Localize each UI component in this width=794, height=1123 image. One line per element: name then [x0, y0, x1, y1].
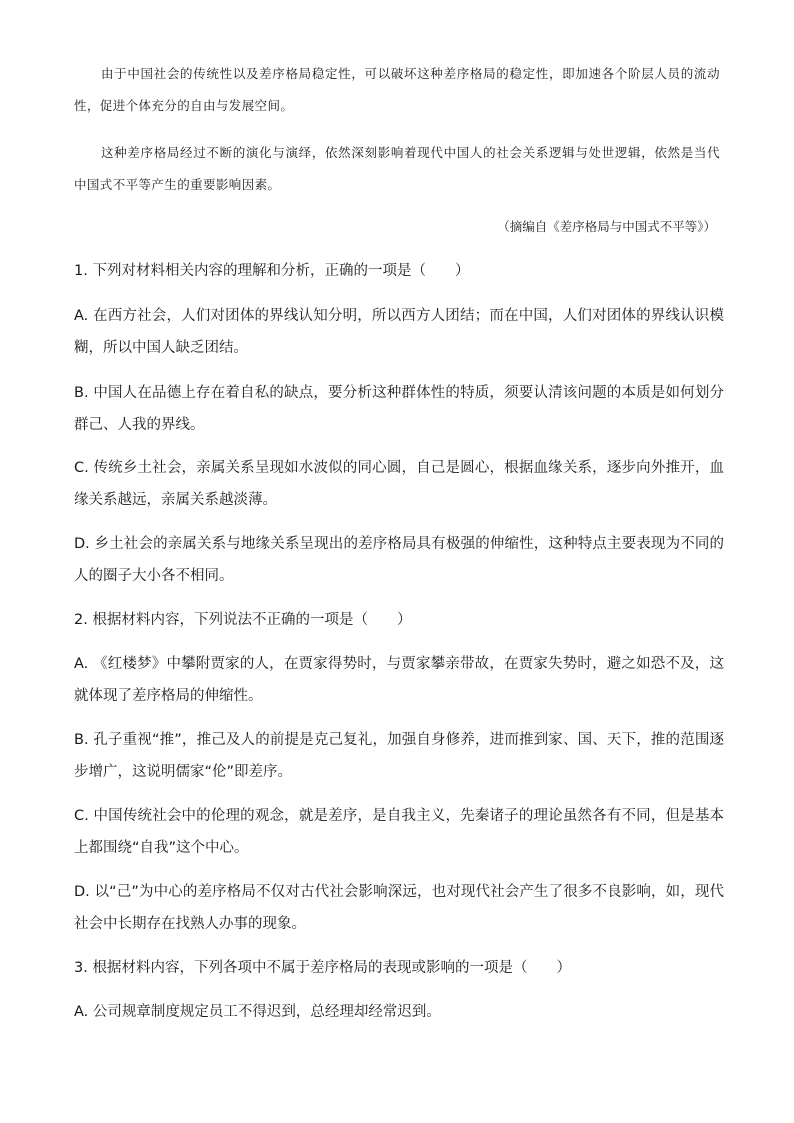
question-2-option-b: B. 孔子重视“推”，推己及人的前提是克己复礼，加强自身修养，进而推到家、国、天下，推的范围逐步增广，这说明儒家“伦”即差序。 [74, 732, 724, 780]
question-3-stem: 3. 根据材料内容，下列各项中不属于差序格局的表现或影响的一项是（ ） [74, 960, 571, 976]
question-1-stem: 1. 下列对材料相关内容的理解和分析，正确的一项是（ ） [74, 263, 470, 279]
question-2-option-c: C. 中国传统社会中的伦理的观念，就是差序，是自我主义，先秦诸子的理论虽然各有不同，但是基本上都围绕“自我”这个中心。 [74, 808, 724, 856]
question-1-option-d: D. 乡土社会的亲属关系与地缘关系呈现出的差序格局具有极强的伸缩性，这种特点主要表现为不同的人的圈子大小各不相同。 [74, 536, 724, 584]
question-2-option-a: A. 《红楼梦》中攀附贾家的人，在贾家得势时，与贾家攀亲带故，在贾家失势时，避之如恐不及，这就体现了差序格局的伸缩性。 [74, 656, 724, 704]
passage-paragraph-1: 由于中国社会的传统性以及差序格局稳定性，可以破坏这种差序格局的稳定性，即加速各个阶层人员的流动性，促进个体充分的自由与发展空间。 [74, 66, 720, 113]
passage-paragraph-2: 这种差序格局经过不断的演化与演绎，依然深刻影响着现代中国人的社会关系逻辑与处世逻辑，依然是当代中国式不平等产生的重要影响因素。 [74, 145, 720, 192]
question-2-stem: 2. 根据材料内容，下列说法不正确的一项是（ ） [74, 612, 412, 628]
question-3-option-a: A. 公司规章制度规定员工不得迟到，总经理却经常迟到。 [74, 1004, 441, 1020]
question-1-option-c: C. 传统乡土社会，亲属关系呈现如水波似的同心圆，自己是圆心，根据血缘关系，逐步向外推开，血缘关系越远，亲属关系越淡薄。 [74, 460, 724, 508]
question-1-option-a: A. 在西方社会，人们对团体的界线认知分明，所以西方人团结；而在中国，人们对团体的界线认识模糊，所以中国人缺乏团结。 [74, 308, 724, 356]
passage-source: （摘编自《差序格局与中国式不平等》） [497, 219, 716, 234]
question-1-option-b: B. 中国人在品德上存在着自私的缺点，要分析这种群体性的特质，须要认清该问题的本质是如何划分群己、人我的界线。 [74, 385, 724, 433]
question-2-option-d: D. 以“己”为中心的差序格局不仅对古代社会影响深远，也对现代社会产生了很多不良影响，如，现代社会中长期存在找熟人办事的现象。 [74, 884, 724, 932]
